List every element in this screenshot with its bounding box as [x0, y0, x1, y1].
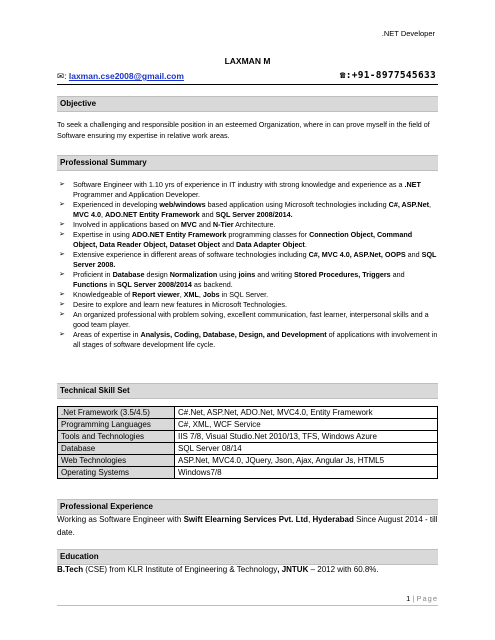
bold-text: Connection Object, Command Object, Data Reader Object, Dataset Object: [73, 230, 413, 249]
text-run: programming classes for: [226, 230, 310, 239]
text-run: Involved in applications based on: [73, 220, 181, 229]
text-run: Programmer and Application Developer.: [73, 190, 201, 199]
skill-category: Tools and Technologies: [58, 431, 175, 443]
text-run: of applications with involvement in all stages of software development life cycle.: [73, 330, 438, 349]
summary-item: [57, 290, 438, 300]
summary-item: [57, 330, 438, 350]
experience-text: [57, 513, 438, 539]
bold-text: Report viewer: [132, 290, 180, 299]
candidate-name: LAXMAN M: [224, 56, 271, 66]
bold-text: C#, ASP.Net: [388, 200, 429, 209]
text-run: Expertise in using: [73, 230, 132, 239]
summary-item: [57, 270, 438, 290]
skill-values: ASP.Net, MVC4.0, JQuery, Json, Ajax, Angular Js, HTML5: [175, 455, 438, 467]
table-row: [58, 407, 438, 419]
skill-category: Operating Systems: [58, 467, 175, 479]
skill-category: Programming Languages: [58, 419, 175, 431]
bold-text: SQL Server 2008/2014.: [215, 210, 293, 219]
bold-text: , JNTUK: [277, 565, 309, 574]
skill-category: Web Technologies: [58, 455, 175, 467]
mail-icon: ✉:: [57, 71, 69, 81]
bold-text: N-Tier: [212, 220, 234, 229]
arrow-bullet-icon: ➢: [59, 221, 65, 228]
table-row: [58, 467, 438, 479]
text-run: Knowledgeable of: [73, 290, 133, 299]
text-run: ,: [198, 290, 203, 299]
bold-text: joins: [238, 270, 256, 279]
summary-item: [57, 250, 438, 270]
skill-values: Windows7/8: [175, 467, 438, 479]
summary-item: [57, 300, 438, 310]
bold-text: Jobs: [202, 290, 220, 299]
text-run: based application using Microsoft technologies including: [205, 200, 389, 209]
summary-item: [57, 230, 438, 250]
bold-text: SQL Server 2008.: [73, 250, 437, 269]
skill-values: C#.Net, ASP.Net, ADO.Net, MVC4.0, Entity Framework: [175, 407, 438, 419]
text-run: and: [196, 220, 213, 229]
email-line: [57, 71, 184, 82]
bold-text: Functions: [73, 280, 108, 289]
text-run: ,: [308, 515, 313, 524]
bold-text: .NET: [404, 180, 421, 189]
bold-text: Analysis, Coding, Database, Design, and Development: [140, 330, 327, 339]
bold-text: XML: [183, 290, 199, 299]
text-run: Software Engineer with 1.10 yrs of experience in IT industry with strong knowledge and experience as a: [73, 180, 405, 189]
arrow-bullet-icon: ➢: [59, 201, 65, 208]
arrow-bullet-icon: ➢: [59, 271, 65, 278]
header-role: .NET Developer: [381, 29, 435, 38]
bold-text: B.Tech: [57, 565, 84, 574]
page-word: Page: [416, 594, 438, 603]
skill-values: SQL Server 08/14: [175, 443, 438, 455]
text-run: in: [107, 280, 117, 289]
text-run: Architecture.: [233, 220, 276, 229]
page-number: 1: [406, 594, 411, 603]
text-run: and: [390, 270, 405, 279]
bold-text: Data Adapter Object: [236, 240, 305, 249]
text-run: and: [405, 250, 422, 259]
bold-text: web/windows: [159, 200, 206, 209]
page-separator: |: [410, 594, 417, 603]
skills-table: [57, 406, 438, 479]
text-run: Extensive experience in different areas of software technologies including: [73, 250, 309, 259]
table-row: [58, 419, 438, 431]
skill-category: .Net Framework (3.5/4.5): [58, 407, 175, 419]
summary-list: [57, 180, 438, 350]
text-run: and: [199, 210, 216, 219]
text-run: (CSE) from KLR Institute of Engineering & Technology: [83, 565, 278, 574]
text-run: .: [304, 240, 307, 249]
text-run: Experienced in developing: [73, 200, 160, 209]
arrow-bullet-icon: ➢: [59, 231, 65, 238]
text-run: – 2012 with 60.8%.: [308, 565, 379, 574]
section-objective: Objective: [57, 96, 438, 112]
arrow-bullet-icon: ➢: [59, 251, 65, 258]
education-text: [57, 564, 438, 576]
text-run: and: [220, 240, 236, 249]
table-row: [58, 455, 438, 467]
text-run: An organized professional with problem solving, excellent communication, fast learner, interpersonal skills and a good team player.: [73, 310, 429, 329]
skill-values: C#, XML, WCF Service: [175, 419, 438, 431]
summary-item: [57, 180, 438, 200]
bold-text: Stored Procedures, Triggers: [293, 270, 391, 279]
text-run: Areas of expertise in: [73, 330, 141, 339]
text-run: Proficient in: [73, 270, 113, 279]
bold-text: Normalization: [169, 270, 218, 279]
bold-text: ADO.NET Entity Framework: [131, 230, 227, 239]
bold-text: MVC 4.0: [73, 210, 101, 219]
text-run: design: [144, 270, 170, 279]
page-footer: [406, 594, 438, 603]
summary-item: [57, 310, 438, 330]
text-run: as backend.: [191, 280, 233, 289]
arrow-bullet-icon: ➢: [59, 301, 65, 308]
arrow-bullet-icon: ➢: [59, 291, 65, 298]
table-row: [58, 443, 438, 455]
bold-text: MVC: [180, 220, 197, 229]
email-link[interactable]: laxman.cse2008@gmail.com: [68, 71, 184, 81]
text-run: Since August 2014 - till date.: [57, 515, 438, 537]
table-row: [58, 431, 438, 443]
bold-text: SQL Server 2008/2014: [116, 280, 192, 289]
text-run: using: [217, 270, 239, 279]
text-run: Working as Software Engineer with: [57, 515, 184, 524]
contact-row: [57, 70, 438, 85]
section-education: Education: [57, 549, 438, 565]
skill-values: IIS 7/8, Visual Studio.Net 2010/13, TFS, Windows Azure: [175, 431, 438, 443]
phone-number: ☎:+91-8977545633: [339, 70, 436, 81]
arrow-bullet-icon: ➢: [59, 311, 65, 318]
arrow-bullet-icon: ➢: [59, 331, 65, 338]
text-run: ,: [179, 290, 184, 299]
text-run: in SQL Server.: [219, 290, 269, 299]
skill-category: Database: [58, 443, 175, 455]
bold-text: Swift Elearning Services Pvt. Ltd: [183, 515, 309, 524]
bold-text: Hyderabad: [312, 515, 354, 524]
section-summary: Professional Summary: [57, 155, 438, 171]
bold-text: C#, MVC 4.0, ASP.Net, OOPS: [308, 250, 406, 259]
section-experience: Professional Experience: [57, 499, 438, 515]
bold-text: Database: [112, 270, 145, 279]
text-run: Desire to explore and learn new features in Microsoft Technologies.: [73, 300, 288, 309]
text-run: and writing: [255, 270, 294, 279]
summary-item: [57, 200, 438, 220]
footer-rule: [57, 605, 438, 606]
objective-text: To seek a challenging and responsible position in an esteemed Organization, where in can prove myself in the field of Software ensuring my expertise in relative work areas.: [57, 120, 430, 140]
arrow-bullet-icon: ➢: [59, 181, 65, 188]
text-run: ,: [100, 210, 105, 219]
section-skills: Technical Skill Set: [57, 383, 438, 399]
bold-text: ADO.NET Entity Framework: [104, 210, 200, 219]
text-run: ,: [428, 200, 431, 209]
summary-item: [57, 220, 438, 230]
